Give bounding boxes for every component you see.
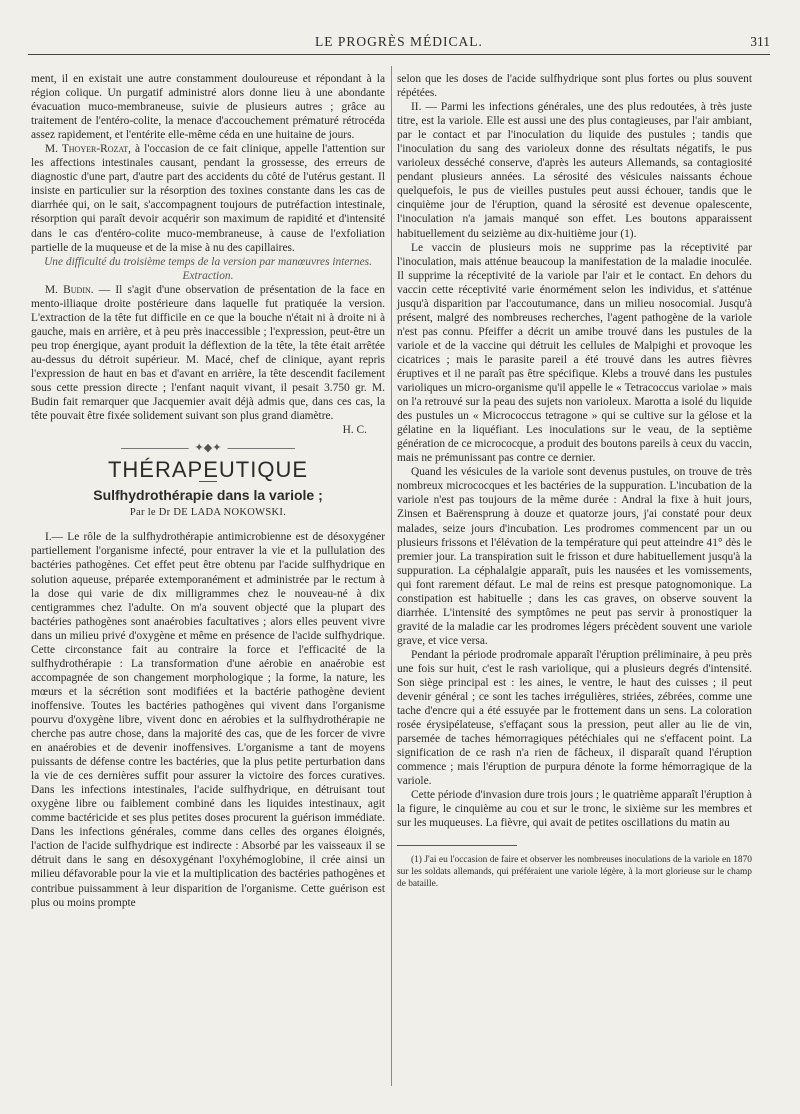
paragraph: Quand les vésicules de la variole sont devenus pustules, on trouve de très nombreux micrococques et les bactéries de la suppuration. L'incubation de la variole n'est pas toujours de la même durée : Andral la fixe à huit jours, Zinsen et Baërensprung à douze et quatorze jours, j'ai constaté pour deux malades, seize jours d'incubation. Les prodromes commencent par un ou plusieurs frissons et l'élévation de la température qui peut atteindre 41° dès le premier jour. La transpiration suit le frisson et dure habituellement jusqu'à la suppuration. La céphalalgie apparaît, puis les nausées et les vomissements, qui font rarement défaut. Le mal de reins est presque patognomonique. La constipation est habituelle ; dans les cas graves, on observe souvent la diarrhée. L'intensité des symptômes ne peut pas servir à pronostiquer la gravité de la maladie car les prodromes légers précèdent souvent une variole grave, et vice versa. bbox=[397, 466, 752, 647]
running-header bbox=[28, 30, 770, 55]
signature: H. C. bbox=[342, 424, 367, 437]
paragraph: II. — Parmi les infections générales, une des plus redoutées, à très juste titre, est la variole. Elle est aussi une des plus contagieuses, par l'air ambiant, par le contact et par l'inoculation du liquide des pustules ; tandis que l'inoculation du sang des varioleux donne des résultats négatifs, le pus varioleux desséché conserve, d'après les auteurs Allemands, sa contagiosité pendant plusieurs années. La sérosité des vésicules naissants échoue quelquefois, le pus de vieilles pustules peut aussi échouer, tandis que le cinquième jour de l'éruption, quand la sérosité est devenue opalescente, l'inoculation n'a jamais manqué son effet. Les boutons apparaissent habituellement du seizième au dix-huitième jour (1). bbox=[397, 101, 752, 240]
paragraph-text: à l'occasion de ce fait clinique, appelle l'attention sur les affections intestinales causant, pendant la grossesse, des erreurs de diagnostic d'une part, d'autre part des accidents du côté de l'utérus gestant. Il insiste en particulier sur la résorption des toxines constante dans les cas de diarrhée qui, on le sait, s'accompagnent toujours de putréfaction intestinale, résorption qui paraît devoir acquérir son maximum de rapidité et d'intensité dans le cas d'entéro-colite muco-membraneuse, à cause de l'exfoliation partielle de la muqueuse et de la mise à nu des capillaires. bbox=[31, 143, 386, 254]
ornament-icon: ✦◆✦ bbox=[189, 441, 228, 455]
left-column bbox=[31, 72, 385, 910]
section-title: THÉRAPEUTIQUE bbox=[107, 457, 309, 483]
paragraph: ment, il en existait une autre constamment douloureuse et répondant à la région colique. Un purgatif administré alors donne lieu à une abondante évacuation muco-membraneuse, suivie de plusieurs autres ; grâce au traitement de l'entéro-colite, la menace d'accouchement prématuré rétrocéda assez rapidement, et l'entérite elle-même céda en une huitaine de jours. bbox=[31, 73, 385, 142]
paragraph bbox=[31, 142, 385, 254]
paragraph: Cette période d'invasion dure trois jours ; le quatrième apparaît l'éruption à la figure, le cinquième au cou et sur le tronc, le sixième sur les membres et sur les muqueuses. La fièvre, qui avait de petites oscillations du matin au bbox=[397, 789, 752, 830]
subheading: Une difficulté du troisième temps de la version par manœuvres internes. Extraction. bbox=[44, 255, 372, 282]
footnote-rule bbox=[397, 845, 517, 846]
byline: Par le Dr DE LADA NOKOWSKI. bbox=[129, 507, 287, 519]
column-divider bbox=[391, 66, 392, 1086]
ornament-divider bbox=[31, 441, 385, 455]
paragraph: Le vaccin de plusieurs mois ne supprime pas la réceptivité par l'inoculation, mais atténue beaucoup la manifestation de la maladie inoculée. Il supprime la réceptivité de la variole par l'air et le contact. En dehors du vaccin cette réceptivité varie énormément selon les individus, et s'atténue jusqu'à disparition par l'accoutumance, dans un milieu nosocomial. Jusqu'à présent, malgré des nombreuses recherches, l'agent pathogène de la variole n'est pas connu. Pfeiffer a décrit un amibe trouvé dans les pustules de la variole et de la vaccine qui détruit les cellules de Malpighi et provoque les cicatrices ; mais le parasite pareil a été trouvé dans les autres fièvres éruptives et il ne paraît pas être spécifique. Klebs a trouvé dans les pustules varioliques un micro-organisme qu'il appelle le « Tetracoccus variolae » mais on l'a retrouvé sur la peau des sujets non varioleux. Marotta a isolé du liquide des pustules un « Micrococcus tetragone » qui se cultive sur la gélose et la gélatine en la liquéfiant. Les inoculations sur le veau, de la septième génération de ce micrococque, a produit des boutons pareils à ceux du vaccin, mais ne prémunissant pas contre ce dernier. bbox=[397, 241, 752, 465]
footnote: (1) J'ai eu l'occasion de faire et observer les nombreuses inoculations de la variole en 1870 sur les soldats allemands, qui préféraient une variole légère, à la mort glorieuse sur le champ de bataille. bbox=[397, 854, 752, 889]
paragraph: Pendant la période prodromale apparaît l'éruption préliminaire, à peu près une fois sur huit, c'est le rash variolique, qui a plusieurs degrés d'intensité. Son siège principal est : les aines, le ventre, le haut des cuisses ; il peut devenir général ; ce sont les taches irrégulières, striées, zébrées, comme une tache d'encre qui a été essuyée par le frottement dans un sens. La coloration rosée érysipélateuse, s'effaçant sous la pression, peut aller au lie de vin, parsemée de taches hémorragiques pétéchiales qui ne s'effacent point. La signification de ce rash n'a rien de fâcheux, il disparaît quand l'éruption commence ; mais l'éruption de purpura dénote la forme hémorragique de la variole. bbox=[397, 648, 752, 788]
paragraph-text: — Il s'agit d'une observation de présentation de la face en mento-illiaque droite postérieure dans laquelle fut pratiquée la version. L'extraction de la tête fut difficile en ce que la bouche n'était ni à droite ni à gauche, mais en arrière, et à peu près inaccessible ; l'expression, peut-être un peu trop énergique, ayant produit la déflextion de la tête, la tête était arrêtée au-dessus du détroit supérieur. M. Macé, chef de clinique, ayant repris l'expression de haut en bas et d'avant en arrière, la tête descendit facilement sous cette pression directe ; l'enfant naquit vivant, il pesait 3.750 gr. M. Budin fait remarquer que Jacquemier avait déjà admis que, dans ces cas, la tête pouvait être fixée solidement suivant son plus grand diamètre. bbox=[31, 283, 385, 423]
paragraph bbox=[31, 283, 385, 423]
author-name: M. Budin. bbox=[45, 283, 94, 296]
article-title: Sulfhydrothérapie dans la variole ; bbox=[93, 487, 323, 504]
journal-title: LE PROGRÈS MÉDICAL. bbox=[315, 34, 483, 49]
paragraph: I.— Le rôle de la sulfhydrothérapie antimicrobienne est de désoxygéner partiellement l'organisme infecté, pour entraver la vie et la pullulation des bactéries pathogènes. Cet effet peut être obtenu par l'acide sulfhydrique en solution aqueuse, préparée extemporanément et administrée par le rectum à la dose qui varie de dix milligrammes chez le nouveau-né à dix centigrammes chez l'adulte. On m'a souvent objecté que la plupart des bactéries pathogènes sont anaérobies facultatives ; alors elles peuvent vivre dans un milieu privé d'oxygène et même en présence de l'acide sulfhydrique. Cette circonstance fait au contraire la force et l'efficacité de la sulfhydrothérapie : La transformation d'une aérobie en anaérobie est accompagnée de son changement morphologique ; la forme, la nature, les mœurs et la sécrétion sont modifiées et la bactérie pathogène devient inoffensive. Toutes les bactéries pathogènes qui vivent dans l'organisme pourvu d'oxygène libre, vivent donc en aérobies et la sulfhydrothérapie ne cherche pas autre chose, dans la majorité des cas, que de les forcer de vivre en anaérobies et de devenir inoffensives. L'organisme a tant de moyens puissants de défense contre les bactéries, que la plus petite perturbation dans la vie de ces dernières suffit pour assurer la victoire des forces curatives. Dans les infections intestinales, l'acide sulfhydrique, en détruisant tout oxygène libre ou faiblement combiné dans les liquides intestinaux, agit comme bactéricide et ses plus petites doses procurent la guérison immédiate. Dans les infections générales, comme dans celles des organes éloignés, l'action de l'acide sulfhydrique est indirecte : Absorbé par les vaisseaux il se détruit dans le sang en désoxygénant l'oxyhémoglobine, il crée ainsi un milieu défavorable pour la vie et la multiplication des bactéries pathogènes et contribue puissamment à leur disparition de l'organisme. Cette guérison est plus ou moins prompte bbox=[31, 531, 385, 909]
page-number: 311 bbox=[750, 34, 770, 49]
author-name: M. Thoyer-Rozat, bbox=[45, 143, 132, 156]
paragraph: selon que les doses de l'acide sulfhydrique sont plus fortes ou plus souvent répétées. bbox=[397, 73, 752, 100]
right-column bbox=[397, 72, 752, 890]
